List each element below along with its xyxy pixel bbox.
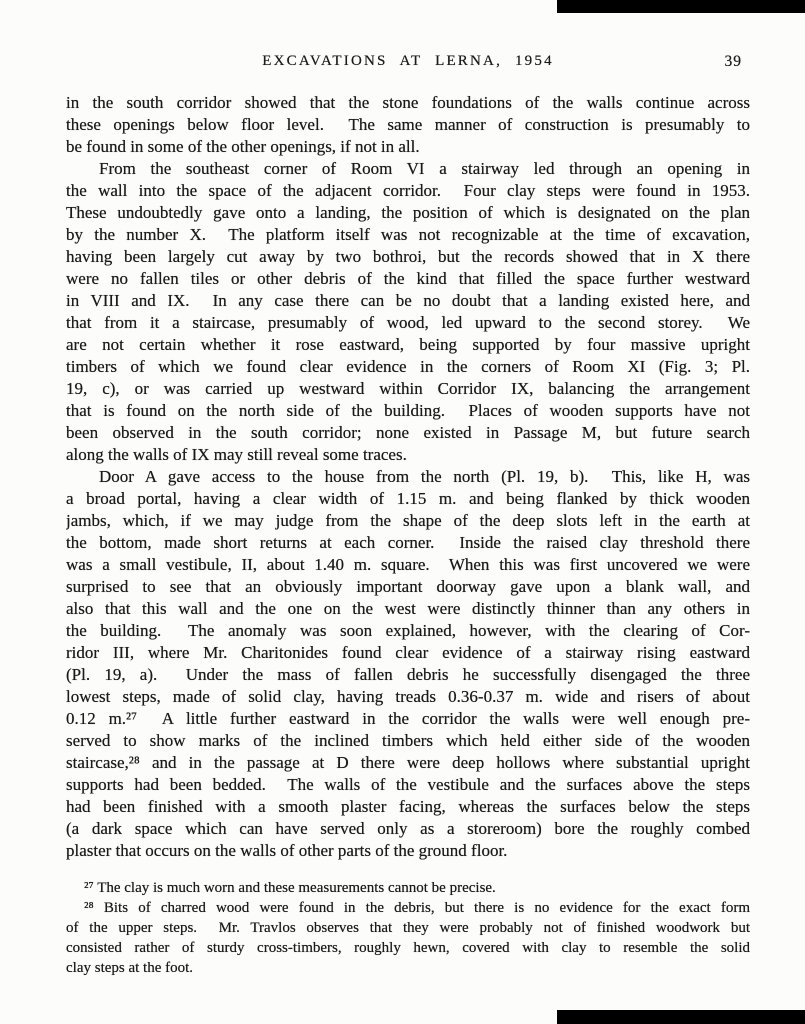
text-line: are not certain whether it rose eastward, being supported by four massive upright [66,335,750,354]
text-line: of the upper steps. Mr. Travlos observes that they were probably not of finished woodwork but [66,920,750,936]
text-line: along the walls of IX may still reveal some traces. [66,445,407,464]
text-line: consisted rather of sturdy cross-timbers, roughly hewn, covered with clay to resemble the solid [66,940,750,956]
text-line: ²⁷ The clay is much worn and these measurements cannot be precise. [84,880,496,896]
text-line: served to show marks of the inclined timbers which held either side of the wooden [66,731,750,750]
scan-artifact-top-bar [557,0,805,13]
text-line: these openings below floor level. The same manner of construction is presumably to [66,115,750,134]
text-line: Door A gave access to the house from the north (Pl. 19, b). This, like H, was [99,467,750,486]
text-line: 0.12 m.²⁷ A little further eastward in the corridor the walls were well enough pre- [66,709,750,728]
text-line: plaster that occurs on the walls of other parts of the ground floor. [66,841,508,860]
text-line: also that this wall and the one on the west were distinctly thinner than any others in [66,599,750,618]
text-line: a broad portal, having a clear width of 1.15 m. and being flanked by thick wooden [66,489,750,508]
text-line: (Pl. 19, a). Under the mass of fallen debris he successfully disengaged the three [66,665,750,684]
text-line: by the number X. The platform itself was not recognizable at the time of excavation, [66,225,750,244]
paragraph-continuation [66,92,750,158]
text-line: These undoubtedly gave onto a landing, the position of which is designated on the plan [66,203,750,222]
footnote-28 [66,898,750,978]
running-head: EXCAVATIONS AT LERNA, 1954 [262,53,554,69]
text-line: ridor III, where Mr. Charitonides found clear evidence of a stairway rising eastward [66,643,750,662]
text-line: the building. The anomaly was soon explained, however, with the clearing of Cor- [66,621,750,640]
text-line: been observed in the south corridor; none existed in Passage M, but future search [66,423,750,442]
paragraph-door-a [66,466,750,862]
text-line: was a small vestibule, II, about 1.40 m. square. When this was first uncovered we were [66,555,750,574]
text-line: that is found on the north side of the building. Places of wooden supports have not [66,401,750,420]
text-line: were no fallen tiles or other debris of the kind that filled the space further westward [66,269,750,288]
text-line: supports had been bedded. The walls of the vestibule and the surfaces above the steps [66,775,750,794]
paragraph-stairway-room-vi [66,158,750,466]
text-line: had been finished with a smooth plaster facing, whereas the surfaces below the steps [66,797,750,816]
text-line: be found in some of the other openings, if not in all. [66,137,420,156]
text-line: in the south corridor showed that the stone foundations of the walls continue across [66,93,750,112]
text-line: in VIII and IX. In any case there can be no doubt that a landing existed here, and [66,291,750,310]
text-line: (a dark space which can have served only as a storeroom) bore the roughly combed [66,819,750,838]
text-line: surprised to see that an obviously important doorway gave upon a blank wall, and [66,577,750,596]
page-number: 39 [724,53,742,70]
text-line: clay steps at the foot. [66,960,194,976]
scan-artifact-bottom-bar [557,1010,805,1024]
text-line: the bottom, made short returns at each corner. Inside the raised clay threshold there [66,533,750,552]
text-line: having been largely cut away by two bothroi, but the records showed that in X there [66,247,750,266]
footnote-27 [66,878,750,898]
text-line: lowest steps, made of solid clay, having treads 0.36-0.37 m. wide and risers of about [66,687,750,706]
text-line: staircase,²⁸ and in the passage at D there were deep hollows where substantial upright [66,753,750,772]
text-block [66,92,750,978]
text-line: From the southeast corner of Room VI a stairway led through an opening in [99,159,750,178]
footnotes-section [66,878,750,978]
text-line: 19, c), or was carried up westward within Corridor IX, balancing the arrangement [66,379,750,398]
text-line: jambs, which, if we may judge from the shape of the deep slots left in the earth at [66,511,750,530]
text-line: ²⁸ Bits of charred wood were found in the debris, but there is no evidence for the exact form [84,900,750,916]
text-line: that from it a staircase, presumably of wood, led upward to the second storey. We [66,313,750,332]
text-line: timbers of which we found clear evidence in the corners of Room XI (Fig. 3; Pl. [66,357,750,376]
text-line: the wall into the space of the adjacent corridor. Four clay steps were found in 1953. [66,181,750,200]
page-header [66,53,750,73]
